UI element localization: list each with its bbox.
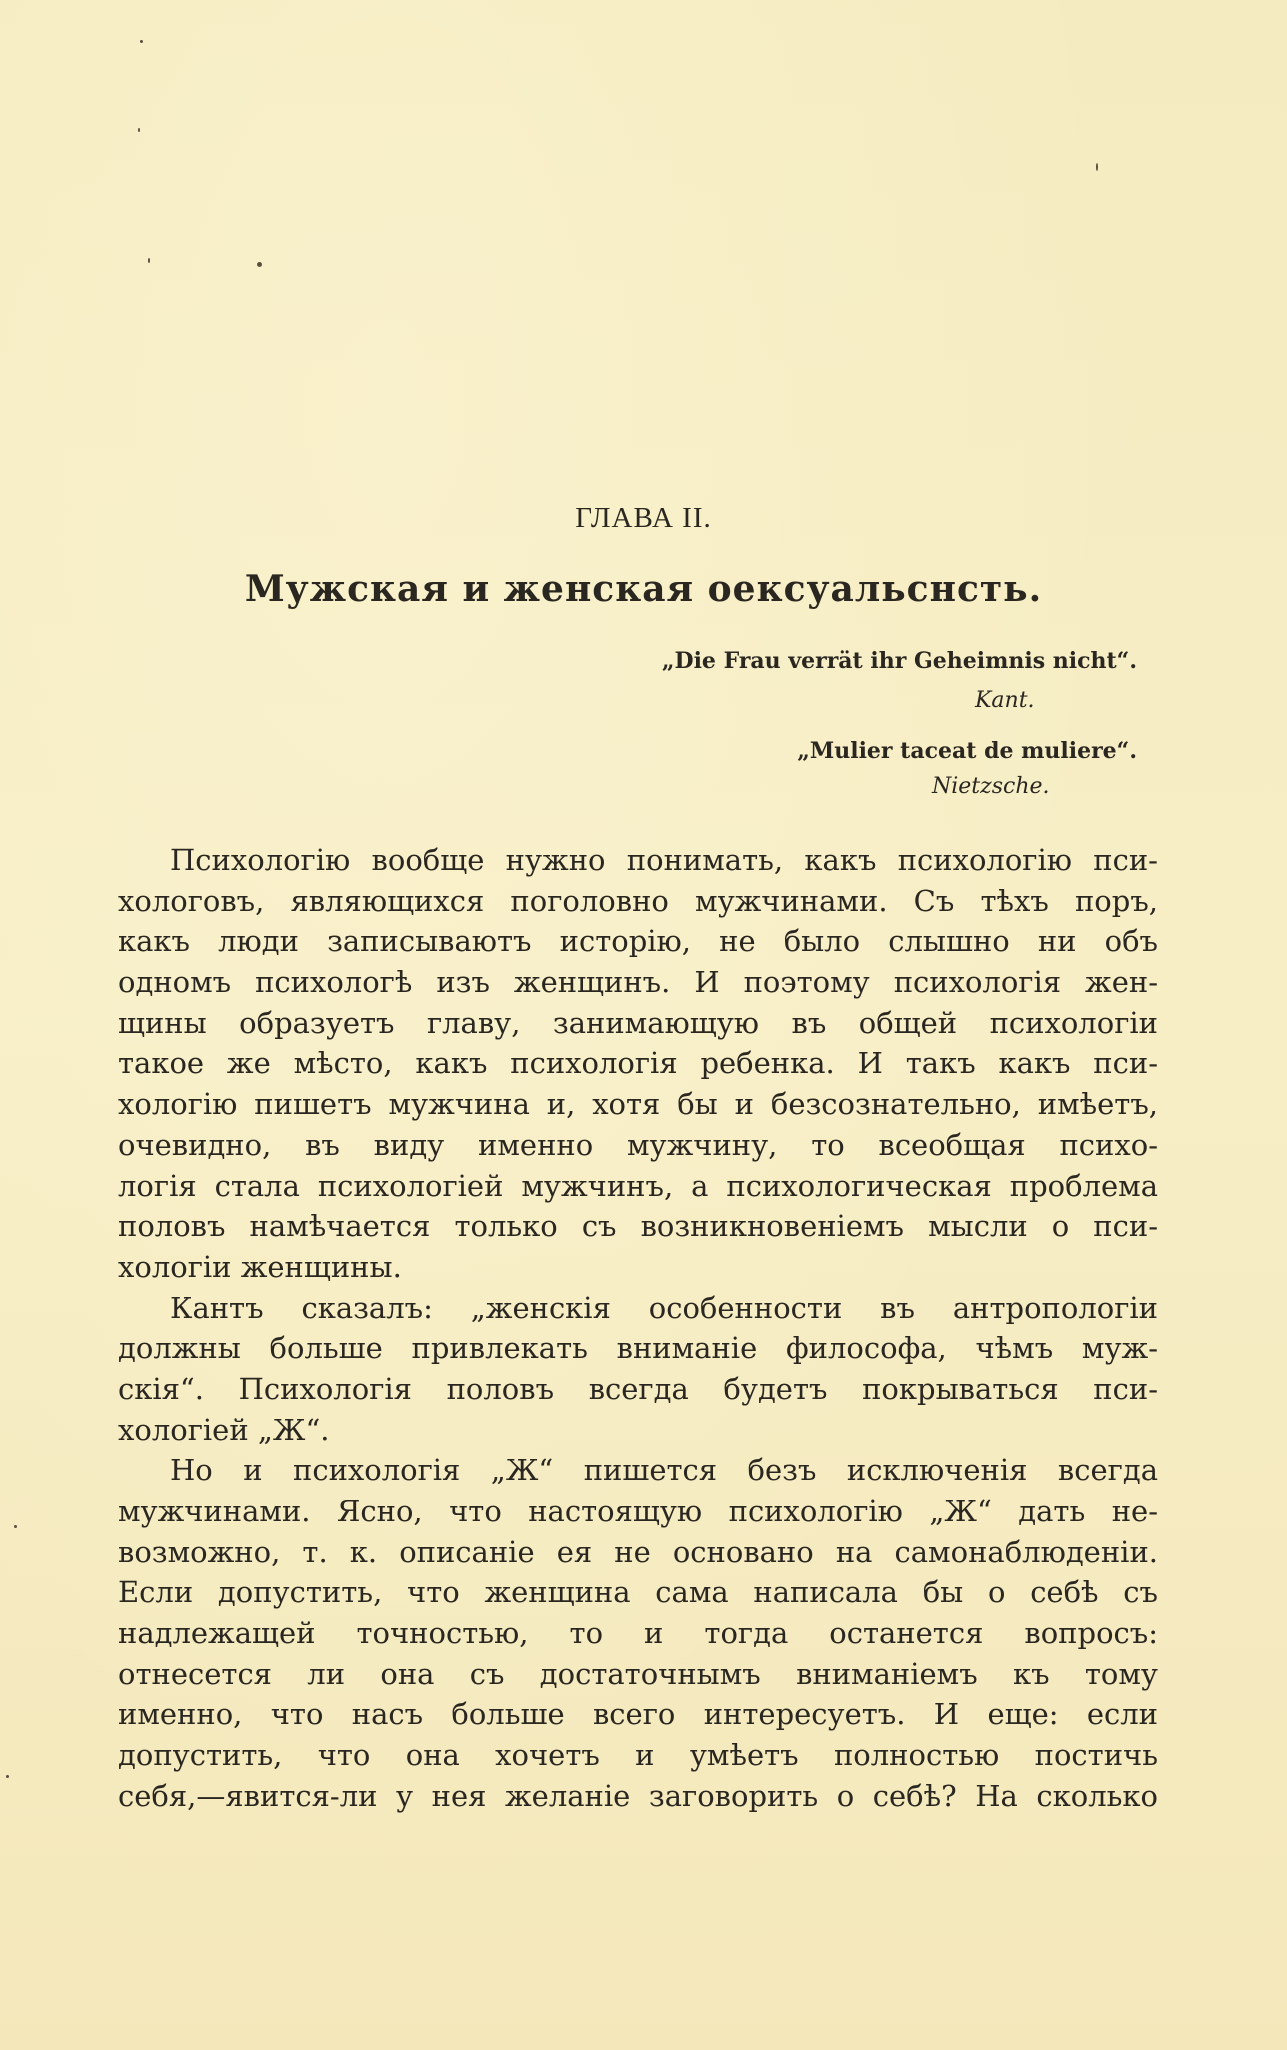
paragraph [118, 1450, 1158, 1816]
text-line: скія“. Психологія половъ всегда будетъ покрываться пси- [118, 1371, 1158, 1406]
text-line: хологовъ, являющихся поголовно мужчинами. Съ тѣхъ поръ, [118, 883, 1158, 918]
text-line: себя,—явится-ли у нея желаніе заговорить о себѣ? На сколько [118, 1778, 1158, 1813]
epigraph-quote-kant: „Die Frau verrät ihr Geheimnis nicht“. [661, 648, 1137, 674]
scan-speck [148, 258, 150, 263]
text-line: одномъ психологѣ изъ женщинъ. И поэтому психологія жен- [118, 965, 1158, 1000]
text-line: Психологію вообще нужно понимать, какъ психологію пси- [170, 843, 1158, 877]
text-line: логія стала психологіей мужчинъ, а психологическая проблема [118, 1168, 1158, 1203]
text-line: допустить, что она хочетъ и умѣетъ полностью постичь [118, 1738, 1158, 1773]
text-line: Кантъ сказалъ: „женскія особенности въ антропологіи [170, 1290, 1158, 1325]
text-line: мужчинами. Ясно, что настоящую психологію „Ж“ дать не- [118, 1494, 1158, 1528]
scan-speck [6, 1775, 9, 1778]
text-line: Но и психологія „Ж“ пишется безъ исключенія всегда [170, 1453, 1158, 1488]
text-line: половъ намѣчается только съ возникновеніемъ мысли о пси- [118, 1209, 1158, 1244]
body-text [118, 840, 1158, 1817]
scan-speck [140, 40, 143, 43]
text-line: хологіи женщины. [118, 1249, 402, 1284]
text-line: Если допустить, что женщина сама написала бы о себѣ съ [118, 1575, 1158, 1610]
scan-speck [257, 262, 262, 267]
text-line: отнесется ли она съ достаточнымъ вниманіемъ къ тому [118, 1656, 1158, 1691]
chapter-title: Мужская и женская оексуальснсть. [244, 568, 1043, 610]
scan-speck [14, 1525, 17, 1528]
paragraph [118, 840, 1158, 1288]
scan-speck [138, 128, 140, 132]
text-line: возможно, т. к. описаніе ея не основано на самонаблюденіи. [118, 1534, 1158, 1569]
epigraph-quote-nietzsche: „Mulier taceat de muliere“. [797, 738, 1137, 764]
epigraph-author-nietzsche: Nietzsche. [932, 774, 1050, 799]
text-line: щины образуетъ главу, занимающую въ общей психологіи [118, 1005, 1158, 1040]
text-line: хологію пишетъ мужчина и, хотя бы и безсознательно, имѣетъ, [118, 1087, 1158, 1122]
text-line: очевидно, въ виду именно мужчину, то всеобщая психо- [118, 1127, 1158, 1162]
paragraph [118, 1288, 1158, 1451]
text-line: надлежащей точностью, то и тогда останется вопросъ: [118, 1616, 1158, 1651]
text-line: хологіей „Ж“. [118, 1412, 330, 1447]
text-line: должны больше привлекать вниманіе философа, чѣмъ муж- [118, 1331, 1158, 1366]
scan-speck [1096, 163, 1098, 171]
text-line: такое же мѣсто, какъ психологія ребенка. И такъ какъ пси- [118, 1046, 1158, 1081]
text-line: какъ люди записываютъ исторію, не было слышно ни объ [118, 924, 1158, 959]
epigraph-author-kant: Kant. [975, 688, 1035, 713]
chapter-heading: ГЛАВА II. [575, 502, 712, 534]
text-line: именно, что насъ больше всего интересуетъ. И еще: если [118, 1697, 1158, 1732]
